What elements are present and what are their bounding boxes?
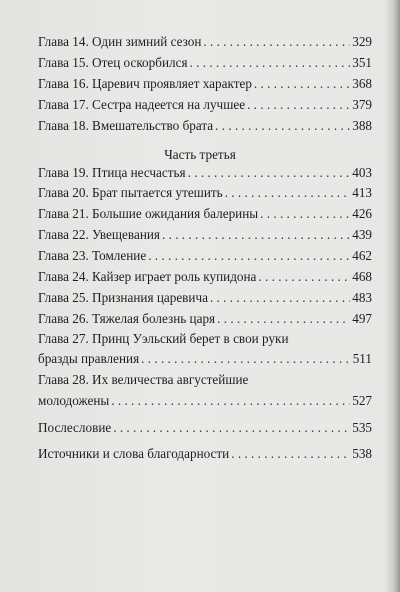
entry-page: 403 — [352, 165, 372, 180]
dot-leader — [260, 206, 350, 222]
entry-title: Глава 14. Один зимний сезон — [38, 34, 202, 49]
dot-leader — [254, 76, 350, 92]
entry-page: 439 — [352, 227, 372, 242]
entry-title: Глава 18. Вмешательство брата — [38, 118, 214, 133]
dot-leader — [148, 248, 350, 264]
entry-page: 535 — [352, 420, 372, 435]
part-three-heading: Часть третья — [164, 147, 236, 162]
entry-title: Глава 23. Томление — [38, 248, 147, 263]
dot-leader — [141, 351, 351, 367]
dot-leader — [217, 311, 350, 327]
entry-page: 511 — [352, 351, 372, 366]
entry-title: Глава 26. Тяжелая болезнь царя — [38, 311, 216, 326]
entry-title: Глава 19. Птица несчастья — [38, 165, 186, 180]
dot-leader — [258, 269, 350, 285]
toc-entry-ch24 — [38, 269, 372, 285]
dot-leader — [210, 290, 350, 306]
dot-leader — [247, 97, 350, 113]
entry-page: 462 — [352, 248, 372, 263]
toc-entry-ch22 — [38, 227, 372, 243]
toc-entry-ch18 — [38, 118, 372, 134]
toc-entry-ch14 — [38, 34, 372, 50]
toc-entry-ch27 — [38, 351, 372, 367]
entry-title: Глава 21. Большие ожидания балерины — [38, 206, 259, 221]
dot-leader — [188, 165, 351, 181]
toc-entry-ch28 — [38, 393, 372, 409]
toc-entry-afterword — [38, 420, 372, 436]
entry-title: бразды правления — [38, 351, 140, 366]
toc-entry-ch15 — [38, 55, 372, 71]
entry-page: 527 — [352, 393, 372, 408]
entry-title: Глава 15. Отец оскорбился — [38, 55, 188, 70]
toc-entry-ch27-line1: Глава 27. Принц Уэльский берет в свои руки — [38, 331, 289, 346]
entry-title: молодожены — [38, 393, 110, 408]
entry-page: 483 — [352, 290, 372, 305]
entry-page: 426 — [352, 206, 372, 221]
dot-leader — [231, 446, 350, 462]
dot-leader — [162, 227, 350, 243]
toc-entry-ch25 — [38, 290, 372, 306]
entry-title: Глава 20. Брат пытается утешить — [38, 185, 223, 200]
entry-title: Глава 24. Кайзер играет роль купидона — [38, 269, 257, 284]
entry-page: 388 — [352, 118, 372, 133]
entry-page: 379 — [352, 97, 372, 112]
toc-entry-ch28-line1: Глава 28. Их величества августейшие — [38, 372, 249, 387]
entry-page: 497 — [352, 311, 372, 326]
entry-page: 468 — [352, 269, 372, 284]
entry-page: 329 — [352, 34, 372, 49]
entry-title: Послесловие — [38, 420, 112, 435]
toc-entry-ch20 — [38, 185, 372, 201]
toc-entry-ch26 — [38, 311, 372, 327]
entry-title: Глава 22. Увещевания — [38, 227, 160, 242]
entry-page: 538 — [352, 446, 372, 461]
toc-entry-ch17 — [38, 97, 372, 113]
entry-page: 413 — [352, 185, 372, 200]
toc-entry-ch19 — [38, 165, 372, 181]
dot-leader — [225, 185, 351, 201]
entry-page: 368 — [352, 76, 372, 91]
dot-leader — [111, 393, 350, 409]
entry-title: Глава 25. Признания царевича — [38, 290, 208, 305]
dot-leader — [203, 34, 350, 50]
dot-leader — [113, 420, 350, 436]
toc-entry-ch21 — [38, 206, 372, 222]
entry-title: Глава 17. Сестра надеется на лучшее — [38, 97, 246, 112]
toc-entry-ch16 — [38, 76, 372, 92]
dot-leader — [190, 55, 351, 71]
entry-title: Глава 16. Царевич проявляет характер — [38, 76, 252, 91]
toc-entry-ch23 — [38, 248, 372, 264]
entry-title: Источники и слова благодарности — [38, 446, 230, 461]
toc-entry-sources — [38, 446, 372, 462]
entry-page: 351 — [352, 55, 372, 70]
dot-leader — [215, 118, 350, 134]
